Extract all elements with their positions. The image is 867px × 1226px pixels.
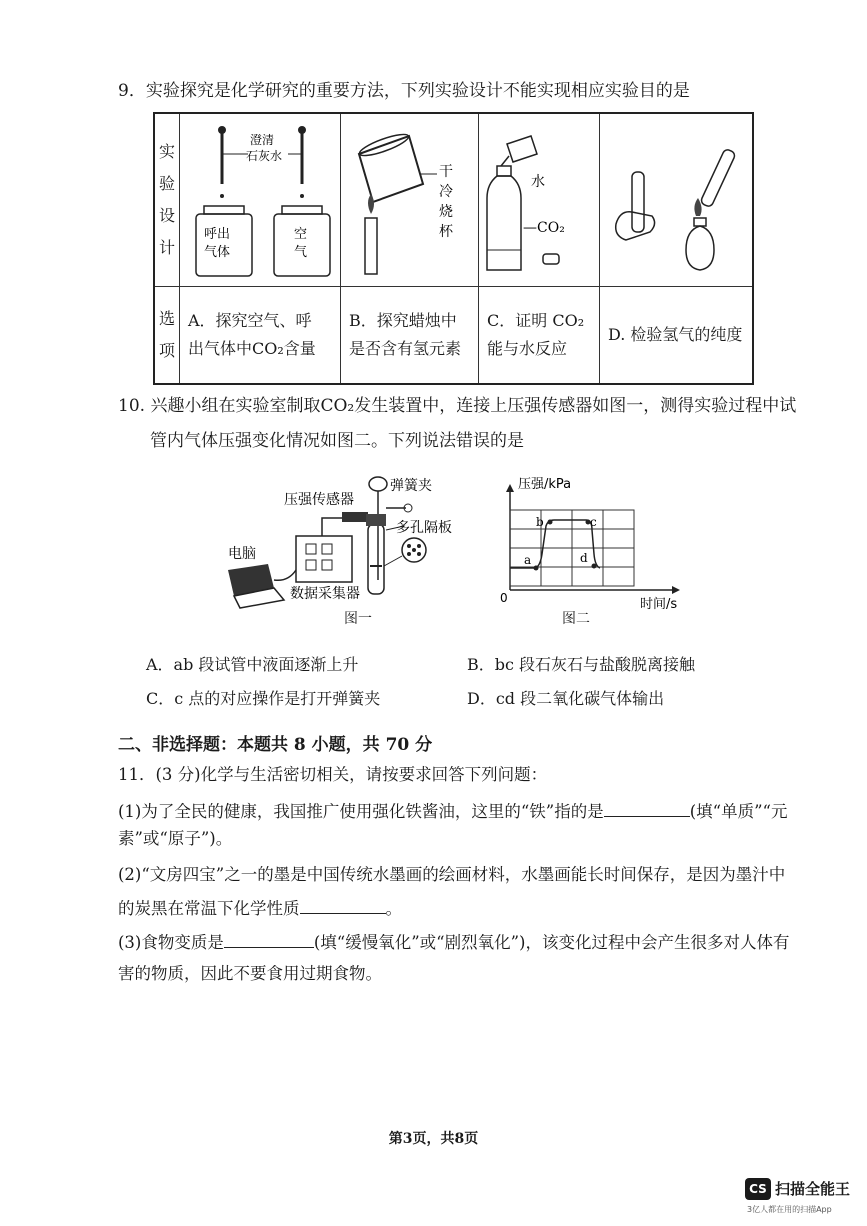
option-b[interactable]: B．探究蜡烛中 是否含有氢元素 — [341, 287, 479, 385]
beaker-label-4: 杯 — [439, 224, 453, 240]
q10-choice-d[interactable]: D．cd 段二氧化碳气体输出 — [467, 689, 665, 708]
graph-ylabel: 压强/kPa — [518, 477, 572, 492]
co2-label: —CO₂ — [523, 220, 565, 236]
row-header-design: 实 验 设 计 — [154, 113, 180, 287]
design-c-cell — [479, 113, 600, 287]
graph-origin: 0 — [500, 591, 508, 605]
point-c-label: c — [590, 515, 597, 529]
clip-label: 弹簧夹 — [390, 478, 432, 494]
q9-experiment-table — [153, 112, 754, 385]
option-a[interactable]: A．探究空气、呼 出气体中CO₂含量 — [180, 287, 341, 385]
computer-label: 电脑 — [228, 546, 256, 562]
design-b-cell — [341, 113, 479, 287]
q11-part1-line1: (1)为了全民的健康，我国推广使用强化铁酱油，这里的“铁”指的是 (填“单质”“元 — [118, 802, 788, 821]
water-label: 水 — [531, 174, 545, 190]
design-c-illustration — [479, 114, 599, 286]
section-2-heading: 二、非选择题：本题共 8 小题，共 70 分 — [118, 735, 433, 755]
bottle1-label-2: 气体 — [204, 245, 231, 260]
q10-stem-line1: 10. 兴趣小组在实验室制取CO₂发生装置中，连接上压强传感器如图一，测得实验过程中试 — [118, 396, 797, 416]
limewater-label-1: 澄清 — [250, 133, 275, 147]
page-footer: 第3页，共8页 — [388, 1131, 479, 1147]
q11-part1-line2: 素”或“原子”)。 — [118, 829, 233, 848]
plate-label: 多孔隔板 — [396, 520, 452, 536]
collector-label: 数据采集器 — [290, 586, 360, 602]
bottle2-label-1: 空 — [294, 227, 308, 242]
scanner-watermark — [745, 1176, 857, 1216]
answer-blank-2[interactable] — [300, 897, 386, 914]
answer-blank-3[interactable] — [224, 931, 314, 948]
scanner-tagline: 3亿人都在用的扫描App — [747, 1205, 832, 1214]
point-d-label: d — [580, 551, 588, 565]
q10-choice-b[interactable]: B．bc 段石灰石与盐酸脱离接触 — [467, 655, 696, 674]
figure-1-apparatus — [218, 470, 458, 630]
row-header-option: 选 项 — [154, 287, 180, 385]
q11-part2-line1: (2)“文房四宝”之一的墨是中国传统水墨画的绘画材料，水墨画能长时间保存，是因为墨汁中 — [118, 865, 786, 884]
figure-1-caption: 图一 — [344, 611, 372, 627]
graph-xlabel: 时间/s — [640, 597, 678, 612]
option-d[interactable]: D. 检验氢气的纯度 — [600, 287, 754, 385]
q10-choice-a[interactable]: A．ab 段试管中液面逐渐上升 — [146, 655, 359, 674]
point-b-label: b — [536, 515, 544, 529]
beaker-label-1: 干 — [439, 164, 453, 180]
scanner-badge-icon: CS — [745, 1178, 771, 1200]
design-b-illustration — [341, 114, 478, 286]
bottle2-label-2: 气 — [294, 245, 308, 260]
beaker-label-2: 冷 — [439, 184, 453, 200]
design-d-cell — [600, 113, 754, 287]
limewater-label-2: 石灰水 — [246, 149, 283, 163]
design-d-illustration — [600, 114, 752, 286]
q11-part3-line1: (3)食物变质是 (填“缓慢氧化”或“剧烈氧化”)，该变化过程中会产生很多对人体有 — [118, 933, 790, 952]
q11-part3-line2: 害的物质，因此不要食用过期食物。 — [118, 964, 382, 983]
figure-2-caption: 图二 — [562, 611, 590, 627]
q10-choice-c[interactable]: C．c 点的对应操作是打开弹簧夹 — [146, 689, 381, 708]
point-a-label: a — [524, 553, 532, 567]
figure-2-pressure-graph — [496, 474, 696, 614]
q11-part2-line2: 的炭黑在常温下化学性质 。 — [118, 899, 402, 918]
scanner-name: 扫描全能王 — [775, 1180, 851, 1198]
sensor-label: 压强传感器 — [284, 492, 354, 508]
design-a-illustration — [180, 114, 340, 286]
beaker-label-3: 烧 — [439, 204, 453, 220]
answer-blank-1[interactable] — [604, 800, 690, 817]
q9-stem: 9．实验探究是化学研究的重要方法，下列实验设计不能实现相应实验目的是 — [118, 81, 690, 101]
option-c[interactable]: C．证明 CO₂ 能与水反应 — [479, 287, 600, 385]
design-a-cell — [180, 113, 341, 287]
q10-stem-line2: 管内气体压强变化情况如图二。下列说法错误的是 — [150, 431, 524, 451]
q11-stem: 11．(3 分)化学与生活密切相关，请按要求回答下列问题： — [118, 765, 548, 784]
bottle1-label-1: 呼出 — [204, 227, 231, 242]
